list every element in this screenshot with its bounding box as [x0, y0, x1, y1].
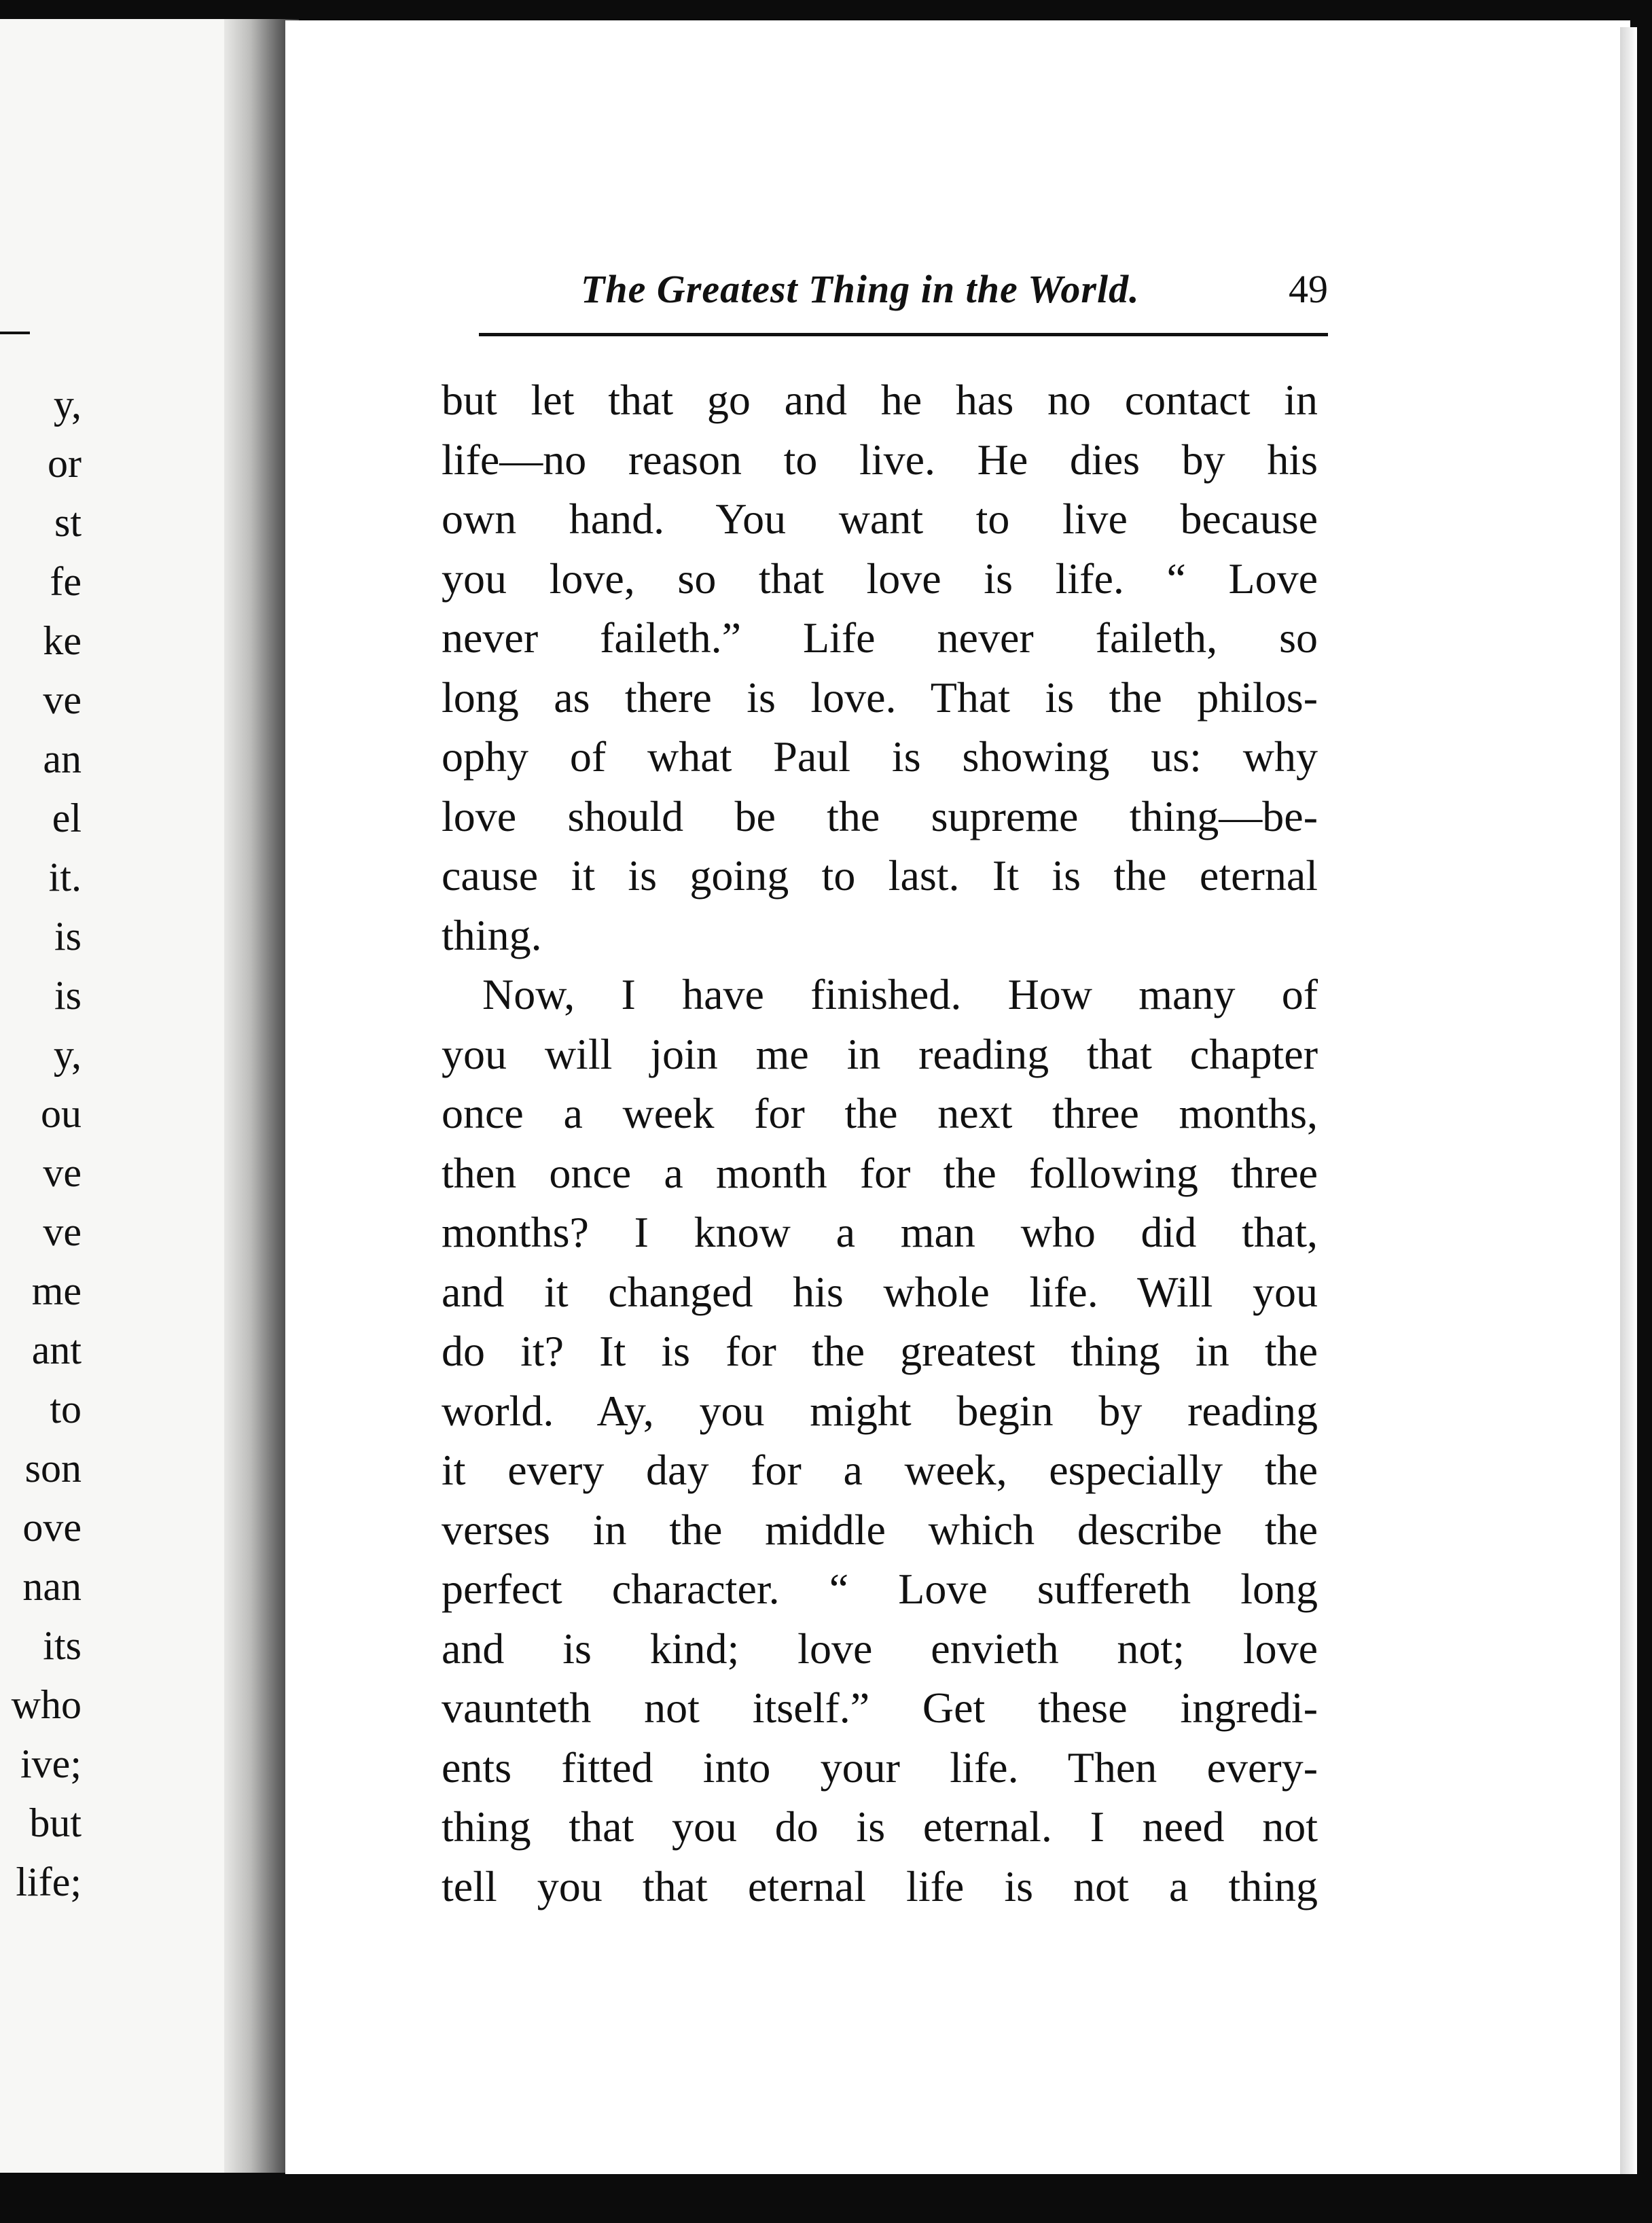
left-fragment: ve [43, 677, 82, 722]
text-line: do it? It is for the greatest thing in the [442, 1327, 1318, 1375]
text-line: and it changed his whole life. Will you [442, 1267, 1318, 1316]
text-line: cause it is going to last. It is the eternal [442, 851, 1318, 900]
left-fragment: is [54, 914, 82, 959]
left-fragment: ou [41, 1091, 82, 1136]
left-fragment: st [54, 500, 82, 545]
text-line: own hand. You want to live because [442, 495, 1318, 543]
left-fragment: fe [50, 559, 82, 604]
running-header [581, 266, 1328, 312]
text-line: months? I know a man who did that, [442, 1208, 1318, 1256]
left-fragment: me [31, 1268, 82, 1313]
paragraph-first-line: Now, I have finished. How many of [482, 970, 1318, 1018]
left-fragment: it. [48, 855, 82, 900]
text-line: then once a month for the following three [442, 1148, 1318, 1197]
text-line: long as there is love. That is the philos- [442, 673, 1318, 722]
left-fragment: is [54, 973, 82, 1018]
running-title: The Greatest Thing in the World. [581, 267, 1140, 311]
text-line: you will join me in reading that chapter [442, 1029, 1318, 1078]
left-fragment: or [48, 441, 82, 486]
left-fragment: ve [43, 1209, 82, 1254]
page-number: 49 [1289, 267, 1328, 311]
text-line: it every day for a week, especially the [442, 1446, 1318, 1494]
text-line: world. Ay, you might begin by reading [442, 1386, 1318, 1435]
page-edge [1620, 27, 1637, 2174]
left-fragment: an [43, 736, 82, 781]
left-fragment: life; [16, 1860, 82, 1904]
text-line: ents fitted into your life. Then every- [442, 1743, 1318, 1792]
left-fragment: who [11, 1682, 82, 1727]
left-fragment: its [43, 1623, 82, 1668]
text-line: but let that go and he has no contact in [442, 376, 1318, 424]
left-fragment: ke [43, 618, 82, 663]
text-line: never faileth.” Life never faileth, so [442, 613, 1318, 662]
left-fragment: el [52, 796, 82, 840]
left-fragment: nan [22, 1564, 82, 1609]
left-fragment: y, [53, 1032, 82, 1077]
left-page-header-rule [0, 332, 30, 334]
header-rule [479, 333, 1328, 336]
left-fragment: son [24, 1446, 82, 1491]
left-fragment: ove [22, 1505, 82, 1550]
left-fragment: but [29, 1800, 82, 1845]
text-line: and is kind; love envieth not; love [442, 1624, 1318, 1673]
left-fragment: ive; [20, 1741, 82, 1786]
left-fragment: ant [31, 1328, 82, 1372]
text-line: vaunteth not itself.” Get these ingredi- [442, 1684, 1318, 1732]
text-line: verses in the middle which describe the [442, 1505, 1318, 1554]
scan-bottom-border [0, 2177, 1652, 2223]
text-line: tell you that eternal life is not a thing [442, 1862, 1318, 1910]
left-fragment: y, [53, 382, 82, 427]
text-line: once a week for the next three months, [442, 1089, 1318, 1137]
text-line: life—no reason to live. He dies by his [442, 435, 1318, 484]
left-fragment: to [50, 1387, 82, 1431]
text-line: thing that you do is eternal. I need not [442, 1802, 1318, 1851]
text-line: ophy of what Paul is showing us: why [442, 732, 1318, 781]
text-line: you love, so that love is life. “ Love [442, 554, 1318, 603]
text-line: perfect character. “ Love suffereth long [442, 1565, 1318, 1613]
text-line: thing. [442, 910, 542, 959]
text-line: love should be the supreme thing—be- [442, 792, 1318, 840]
left-fragment: ve [43, 1150, 82, 1195]
body-text [442, 370, 1318, 1916]
left-page-text-fragments [0, 375, 82, 1912]
